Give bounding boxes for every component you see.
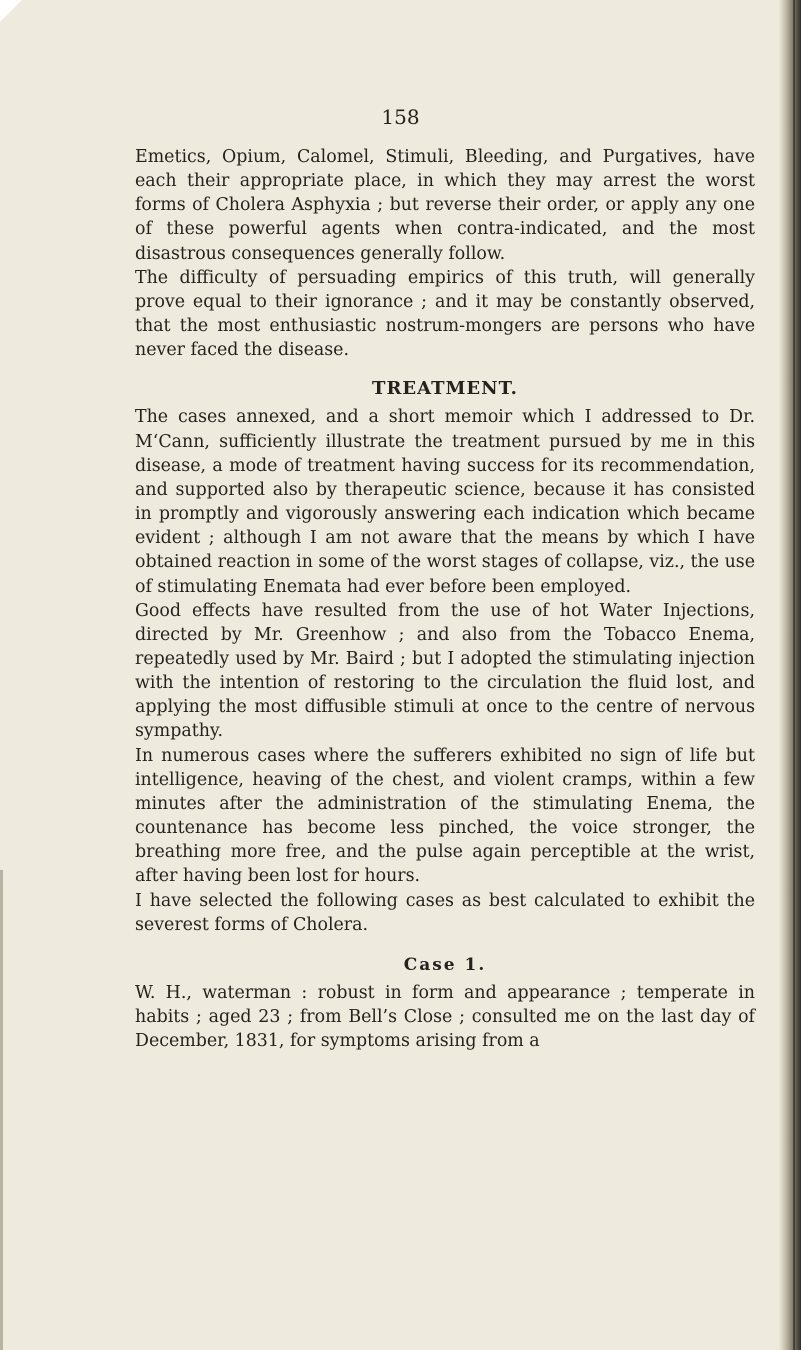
paragraph-remedies: Emetics, Opium, Calomel, Stimuli, Bleeding, and Purgatives, have each their appropriate place, in which they may arrest the worst forms of Cholera Asphyxia ; but reverse their order, or apply any one of these powerful agents when contra-indicated, and the most disastrous consequences generally follow. <box>135 147 755 264</box>
left-page-crease <box>0 870 3 1350</box>
paragraph-case-one: W. H., waterman : robust in form and appearance ; temperate in habits ; aged 23 ; from Bell’s Close ; consulted me on the last day of December, 1831, for symptoms arising from a <box>135 982 755 1052</box>
page-text-block <box>135 145 755 1053</box>
section-heading-treatment: TREATMENT. <box>372 378 518 400</box>
paragraph-selected-cases: I have selected the following cases as best calculated to exhibit the severest forms of Cholera. <box>135 890 755 935</box>
paragraph-good-effects: Good effects have resulted from the use of hot Water Injections, directed by Mr. Greenhow ; and also from the Tobacco Enema, repeatedly used by Mr. Baird ; but I adopted the stimulating injection with the intention of restoring to the circulation the fluid lost, and applying the most diffusible stimuli at once to the centre of nervous sympathy. <box>135 600 755 742</box>
paragraph-treatment-memoir: The cases annexed, and a short memoir which I addressed to Dr. M‘Cann, sufficiently illustrate the treatment pursued by me in this disease, a mode of treatment having success for its recommendation, and supported also by therapeutic science, because it has consisted in promptly and vigorously answering each indication which became evident ; although I am not aware that the means by which I have obtained reaction in some of the worst stages of collapse, viz., the use of stimulating Enemata had ever before been employed. <box>135 407 755 597</box>
case-heading: Case 1. <box>403 954 487 975</box>
paragraph-numerous-cases: In numerous cases where the sufferers exhibited no sign of life but intelligence, heaving of the chest, and violent cramps, within a few minutes after the administration of the stimulating Enema, the countenance has become less pinched, the voice stronger, the breathing more free, and the pulse again perceptible at the wrist, after having been lost for hours. <box>135 745 755 887</box>
page-edge-line <box>793 0 795 1350</box>
paragraph-empirics: The difficulty of persuading empirics of this truth, will generally prove equal to their ignorance ; and it may be constantly observed, that the most enthusiastic nostrum-mongers are persons who have never faced the disease. <box>135 267 755 361</box>
page-corner-fold <box>0 0 22 22</box>
page-edge-shadow <box>779 0 801 1350</box>
page-number: 158 <box>381 105 420 129</box>
